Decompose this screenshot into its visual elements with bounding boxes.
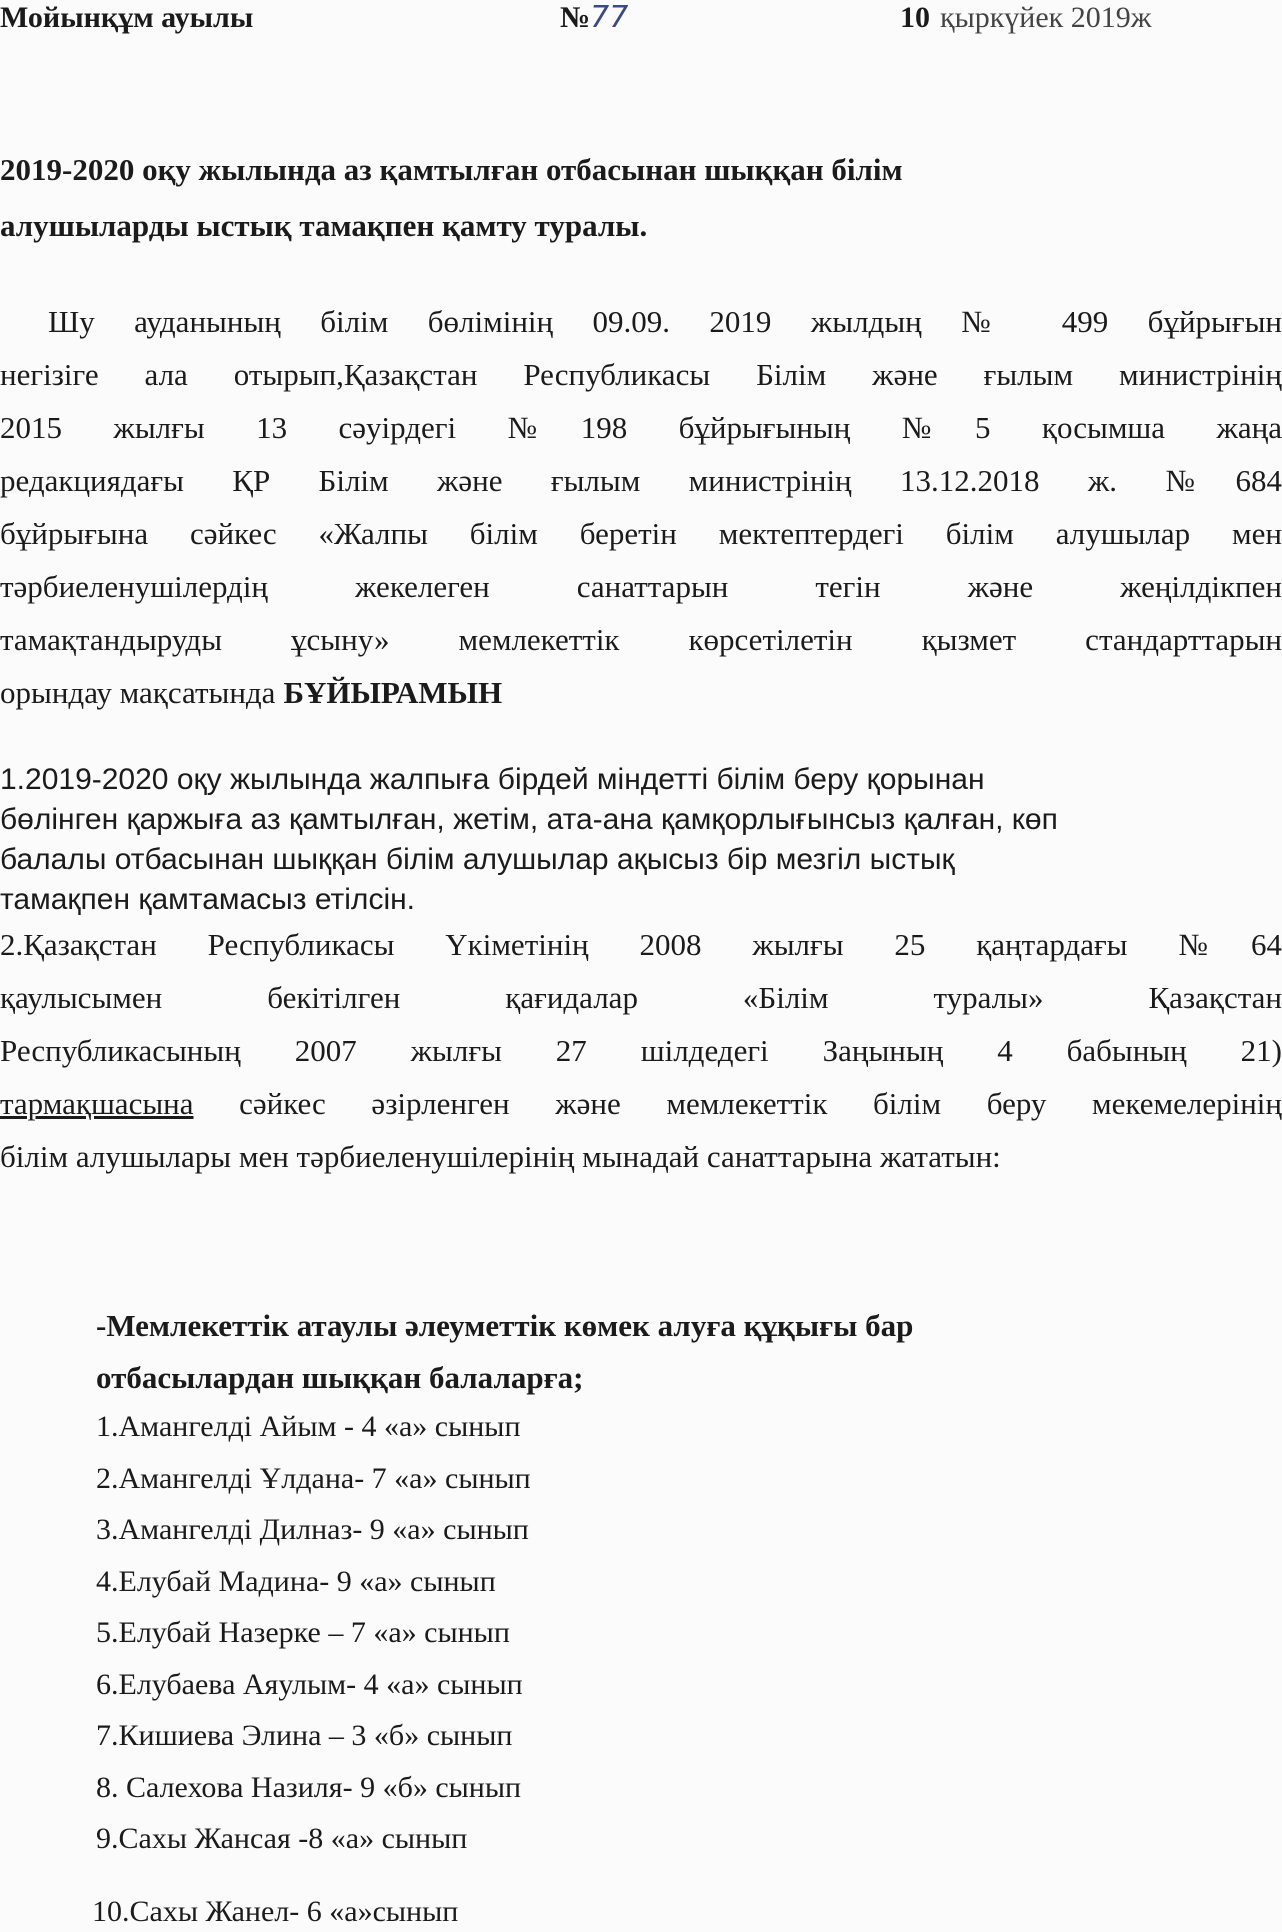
list-item: 5.Елубай Назерке – 7 «а» сынып xyxy=(96,1616,510,1649)
date-day: 10 xyxy=(900,1,930,34)
date-month-year: қыркүйек 2019ж xyxy=(940,1,1152,34)
intro-line: 2015 жылғы 13 сәуірдегі №198 бұйрығының №5 қосымша жаңа xyxy=(0,410,1282,445)
intro-last-text: орындау мақсатында xyxy=(0,675,276,710)
category-heading xyxy=(96,1300,913,1404)
title-line: 2019-2020 оқу жылында аз қамтылған отбасынан шыққан білім xyxy=(0,152,903,187)
list-item: 1.Амангелді Айым - 4 «а» сынып xyxy=(96,1410,521,1443)
paragraph-line: қаулысымен бекітілген қағидалар «Білім туралы» Қазақстан xyxy=(0,980,1282,1015)
intro-line xyxy=(0,666,1282,719)
order-date xyxy=(900,0,1151,36)
intro-line: бұйрығына сәйкес «Жалпы білім беретін мектептердегі білім алушылар мен xyxy=(0,516,1282,551)
paragraph-line: тамақпен қамтамасыз етілсін. xyxy=(0,883,416,916)
list-item: 2.Амангелді Ұлдана- 7 «а» сынып xyxy=(96,1461,531,1495)
intro-line: тамақтандыруды ұсыну» мемлекеттік көрсетілетін қызмет стандарттарын xyxy=(0,622,1282,657)
paragraph-2 xyxy=(0,918,1282,1183)
category-line: -Мемлекеттік атаулы әлеуметтік көмек алуға құқығы бар xyxy=(96,1308,914,1343)
paragraph-line-rest: сәйкес әзірленген және мемлекеттік білім беру мекемелерінің xyxy=(193,1086,1282,1121)
paragraph-line: бөлінген қаржыға аз қамтылған, жетім, ата-ана қамқорлығынсыз қалған, көп xyxy=(0,803,1058,836)
list-item: 8. Салехова Назиля- 9 «б» сынып xyxy=(96,1770,522,1804)
decree-word: БҰЙЫРАМЫН xyxy=(283,675,503,710)
paragraph-line xyxy=(0,1077,1282,1130)
paragraph-line: 2.Қазақстан Республикасы Үкіметінің 2008 жылғы 25 қаңтардағы №64 xyxy=(0,927,1282,962)
paragraph-line: білім алушылары мен тәрбиеленушілерінің мынадай санаттарына жататын: xyxy=(0,1139,1001,1174)
title-line: алушыларды ыстық тамақпен қамту туралы. xyxy=(0,208,648,243)
underlined-word: тармақшасына xyxy=(0,1086,194,1121)
village-name: Мойынқұм ауылы xyxy=(0,1,254,34)
category-line: отбасылардан шыққан балаларға; xyxy=(96,1360,584,1395)
list-item: 9.Сахы Жансая -8 «а» сынып xyxy=(96,1822,468,1855)
intro-line: Шу ауданының білім бөлімінің 09.09. 2019 жылдың № 499 бұйрығын xyxy=(48,304,1282,339)
order-number xyxy=(560,0,628,36)
list-item: 7.Кишиева Элина – 3 «б» сынып xyxy=(96,1719,513,1752)
number-label: № xyxy=(560,1,591,34)
list-item: 6.Елубаева Аяулым- 4 «а» сынып xyxy=(96,1667,523,1701)
handwritten-number: 77 xyxy=(590,0,629,35)
intro-line: редакциядағы ҚР Білім және ғылым министрінің 13.12.2018 ж. №684 xyxy=(0,463,1282,498)
document-title xyxy=(0,142,1150,254)
list-item: 10.Сахы Жанел- 6 «а»сынып xyxy=(92,1895,459,1928)
intro-paragraph xyxy=(0,295,1282,719)
paragraph-line: 1.2019-2020 оқу жылында жалпыға бірдей міндетті білім беру қорынан xyxy=(0,763,985,796)
intro-line: негізіге ала отырып,Қазақстан Республикасы Білім және ғылым министрінің xyxy=(0,357,1282,392)
paragraph-line: балалы отбасынан шыққан білім алушылар ақысыз бір мезгіл ыстық xyxy=(0,843,955,876)
list-item: 3.Амангелді Дилназ- 9 «а» сынып xyxy=(96,1513,529,1546)
list-item: 4.Елубай Мадина- 9 «а» сынып xyxy=(96,1564,496,1598)
paragraph-line: Республикасының 2007 жылғы 27 шілдедегі Заңының 4 бабының 21) xyxy=(0,1033,1282,1068)
paragraph-1 xyxy=(0,760,1282,920)
intro-line: тәрбиеленушілердің жекелеген санаттарын тегін және жеңілдікпен xyxy=(0,569,1282,604)
student-list xyxy=(96,1401,531,1865)
